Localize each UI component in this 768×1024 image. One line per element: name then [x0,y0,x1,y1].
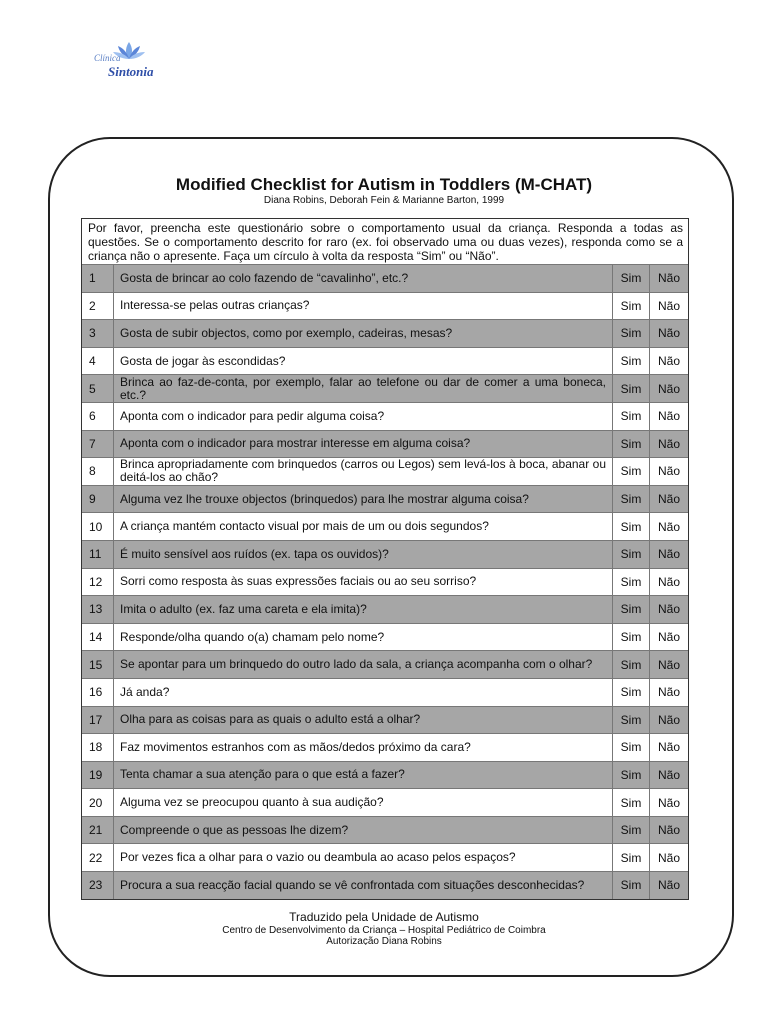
answer-yes[interactable]: Sim [613,872,650,899]
question-row [82,457,688,485]
question-text: Interessa-se pelas outras crianças? [114,293,613,320]
answer-yes[interactable]: Sim [613,844,650,871]
question-text: Aponta com o indicador para mostrar interesse em alguma coisa? [114,431,613,458]
answer-yes[interactable]: Sim [613,486,650,513]
question-number: 10 [82,513,114,540]
question-row [82,540,688,568]
answer-no[interactable]: Não [657,740,680,755]
question-number: 4 [82,348,114,375]
question-number: 20 [82,789,114,816]
answer-yes[interactable]: Sim [613,707,650,734]
footer-translation: Traduzido pela Unidade de Autismo [289,910,479,924]
answer-yes[interactable]: Sim [613,458,650,485]
logo-prefix: Clínica [94,53,121,63]
answer-no[interactable]: Não [657,519,680,534]
answer-yes[interactable]: Sim [613,651,650,678]
question-number: 19 [82,762,114,789]
answer-no[interactable]: Não [657,767,680,782]
question-text: Alguma vez lhe trouxe objectos (brinquedos) para lhe mostrar alguma coisa? [114,486,613,513]
answer-no[interactable]: Não [657,298,680,313]
question-row [82,264,688,292]
question-row [82,871,688,899]
answer-yes[interactable]: Sim [613,624,650,651]
question-number: 21 [82,817,114,844]
question-number: 14 [82,624,114,651]
question-row [82,650,688,678]
footer-center: Centro de Desenvolvimento da Criança – Hospital Pediátrico de Coimbra [222,925,546,936]
question-row [82,347,688,375]
answer-yes[interactable]: Sim [613,431,650,458]
question-number: 1 [82,265,114,292]
question-text: Já anda? [114,679,613,706]
question-text: Procura a sua reacção facial quando se vê confrontada com situações desconhecidas? [114,872,613,899]
answer-yes[interactable]: Sim [613,789,650,816]
question-row [82,843,688,871]
question-text: Brinca ao faz-de-conta, por exemplo, falar ao telefone ou dar de comer a uma boneca, etc.? [114,375,613,402]
answer-yes[interactable]: Sim [613,762,650,789]
question-number: 17 [82,707,114,734]
instructions: Por favor, preencha este questionário sobre o comportamento usual da criança. Responda a todas as questões. Se o comportamento descrito for raro (ex. foi observado uma ou duas vezes), responda como se a criança não o apresente. Faça um círculo à volta da resposta “Sim” ou “Não”. [88,221,683,263]
question-row [82,512,688,540]
question-text: Gosta de jogar às escondidas? [114,348,613,375]
question-text: Brinca apropriadamente com brinquedos (carros ou Legos) sem levá-los à boca, abanar ou deitá-los ao chão? [114,458,613,485]
answer-yes[interactable]: Sim [613,679,650,706]
answer-no[interactable]: Não [657,602,680,617]
answer-no[interactable]: Não [657,878,680,893]
question-row [82,678,688,706]
question-text: Olha para as coisas para as quais o adulto está a olhar? [114,707,613,734]
question-number: 3 [82,320,114,347]
answer-no[interactable]: Não [657,354,680,369]
question-row [82,402,688,430]
question-row [82,623,688,651]
clinic-logo [90,40,170,84]
question-row [82,595,688,623]
question-number: 7 [82,431,114,458]
question-number: 6 [82,403,114,430]
question-number: 22 [82,844,114,871]
answer-yes[interactable]: Sim [613,375,650,402]
question-row [82,568,688,596]
answer-no[interactable]: Não [657,492,680,507]
question-number: 12 [82,569,114,596]
answer-no[interactable]: Não [657,409,680,424]
question-number: 2 [82,293,114,320]
question-row [82,319,688,347]
question-text: Tenta chamar a sua atenção para o que está a fazer? [114,762,613,789]
question-text: Por vezes fica a olhar para o vazio ou deambula ao acaso pelos espaços? [114,844,613,871]
answer-no[interactable]: Não [657,436,680,451]
answer-no[interactable]: Não [657,547,680,562]
question-rows [82,264,688,899]
answer-yes[interactable]: Sim [613,293,650,320]
answer-yes[interactable]: Sim [613,265,650,292]
question-number: 11 [82,541,114,568]
question-row [82,706,688,734]
question-text: Gosta de brincar ao colo fazendo de “cavalinho”, etc.? [114,265,613,292]
answer-yes[interactable]: Sim [613,734,650,761]
question-number: 8 [82,458,114,485]
answer-no[interactable]: Não [657,381,680,396]
answer-no[interactable]: Não [657,712,680,727]
question-text: É muito sensível aos ruídos (ex. tapa os ouvidos)? [114,541,613,568]
question-text: A criança mantém contacto visual por mais de um ou dois segundos? [114,513,613,540]
question-row [82,374,688,402]
answer-no[interactable]: Não [657,464,680,479]
answer-no[interactable]: Não [657,823,680,838]
answer-yes[interactable]: Sim [613,403,650,430]
answer-no[interactable]: Não [657,685,680,700]
answer-yes[interactable]: Sim [613,513,650,540]
question-number: 13 [82,596,114,623]
answer-no[interactable]: Não [657,574,680,589]
answer-no[interactable]: Não [657,630,680,645]
answer-no[interactable]: Não [657,850,680,865]
answer-yes[interactable]: Sim [613,596,650,623]
authors: Diana Robins, Deborah Fein & Marianne Barton, 1999 [263,195,505,206]
question-number: 23 [82,872,114,899]
answer-yes[interactable]: Sim [613,320,650,347]
footer [0,910,768,945]
question-text: Gosta de subir objectos, como por exemplo, cadeiras, mesas? [114,320,613,347]
question-text: Aponta com o indicador para pedir alguma coisa? [114,403,613,430]
logo-name: Sintonia [108,64,154,79]
question-row [82,430,688,458]
question-text: Faz movimentos estranhos com as mãos/dedos próximo da cara? [114,734,613,761]
question-row [82,485,688,513]
answer-no[interactable]: Não [657,657,680,672]
question-text: Compreende o que as pessoas lhe dizem? [114,817,613,844]
answer-yes[interactable]: Sim [613,569,650,596]
footer-authorization: Autorização Diana Robins [326,936,442,945]
checklist-table [81,218,689,900]
answer-no[interactable]: Não [657,271,680,286]
question-number: 9 [82,486,114,513]
question-text: Alguma vez se preocupou quanto à sua audição? [114,789,613,816]
question-row [82,292,688,320]
answer-no[interactable]: Não [657,326,680,341]
question-number: 18 [82,734,114,761]
question-text: Se apontar para um brinquedo do outro lado da sala, a criança acompanha com o olhar? [114,651,613,678]
question-row [82,761,688,789]
answer-yes[interactable]: Sim [613,348,650,375]
question-text: Responde/olha quando o(a) chamam pelo nome? [114,624,613,651]
question-text: Sorri como resposta às suas expressões faciais ou ao seu sorriso? [114,569,613,596]
question-number: 16 [82,679,114,706]
question-text: Imita o adulto (ex. faz uma careta e ela imita)? [114,596,613,623]
question-number: 5 [82,375,114,402]
question-row [82,788,688,816]
question-number: 15 [82,651,114,678]
answer-no[interactable]: Não [657,795,680,810]
question-row [82,816,688,844]
answer-yes[interactable]: Sim [613,817,650,844]
page-title: Modified Checklist for Autism in Toddlers (M-CHAT) [175,175,593,194]
answer-yes[interactable]: Sim [613,541,650,568]
question-row [82,733,688,761]
